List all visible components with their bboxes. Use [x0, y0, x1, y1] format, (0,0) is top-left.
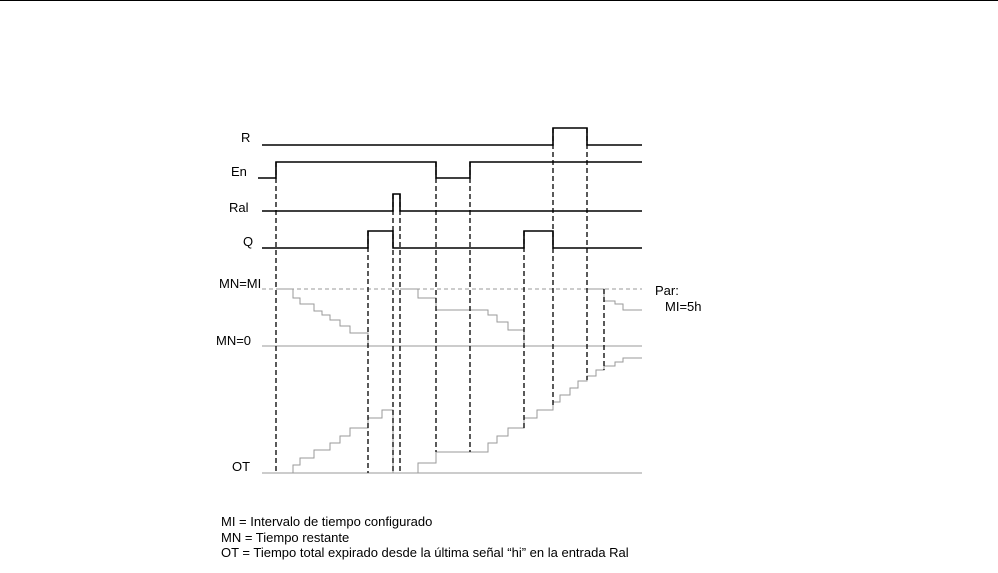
signal-label-ral: Ral	[229, 200, 249, 215]
legend-item-mn: MN = Tiempo restante	[221, 529, 350, 545]
parameter-box	[655, 283, 702, 315]
ot-staircase-1	[276, 410, 393, 473]
ot-staircase-2	[400, 358, 642, 473]
ral-waveform	[262, 194, 642, 211]
signal-label-r: R	[241, 130, 251, 145]
level-label-ot: OT	[232, 459, 251, 474]
level-label-mn-0: MN=0	[216, 333, 252, 348]
signal-label-q: Q	[243, 234, 254, 249]
legend-item-mi: MI = Intervalo de tiempo configurado	[221, 514, 433, 529]
parameter-value: MI=5h	[665, 299, 702, 314]
mn-staircase-2	[400, 289, 524, 346]
level-label-mn-mi: MN=MI	[219, 276, 262, 291]
legend-item-ot: OT = Tiempo total expirado desde la última señal “hi” en la entrada Ral	[221, 545, 629, 560]
q-waveform	[262, 231, 642, 248]
legend	[221, 514, 629, 561]
mn-staircase-1	[276, 289, 368, 346]
en-waveform	[258, 162, 642, 178]
signal-label-en: En	[231, 164, 247, 179]
r-waveform	[262, 128, 642, 145]
parameter-label: Par:	[655, 283, 679, 298]
mn-staircase-3	[587, 289, 642, 310]
